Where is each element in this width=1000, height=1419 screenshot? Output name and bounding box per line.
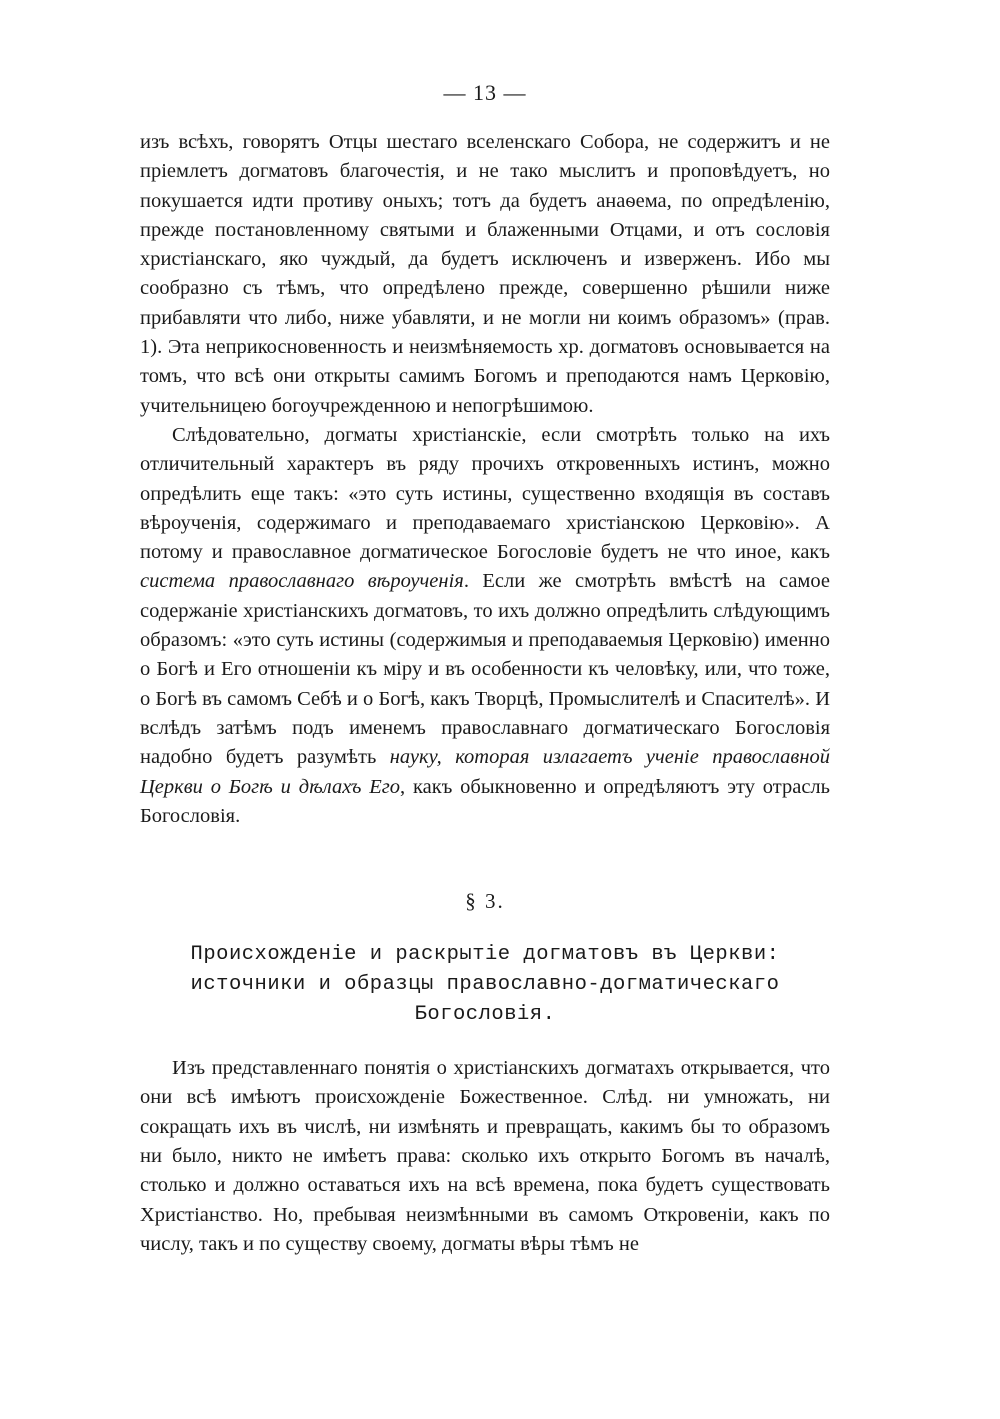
- paragraph-text: , какъ обыкновенно и опредѣляютъ эту отрасль Богословія.: [140, 775, 830, 827]
- book-page: [140, 80, 830, 1259]
- page-number: — 13 —: [443, 80, 527, 105]
- section-number: § 3.: [465, 889, 505, 914]
- paragraph-origin: Изъ представленнаго понятія о христіанскихъ догматахъ открывается, что они всѣ имѣютъ происхожденіе Божественное. Слѣд. ни умножать, ни сокращать ихъ въ числѣ, ни измѣнять и превращать, какимъ бы то образомъ ни было, никто не имѣетъ права: сколько ихъ открыто Богомъ въ началѣ, столько и должно оставаться ихъ на всѣ времена, пока будетъ существовать Христіанство. Но, пребывая неизмѣнными въ самомъ Откровеніи, какъ по числу, такъ и по существу своему, догматы вѣры тѣмъ не: [140, 1057, 830, 1255]
- paragraph-text: Слѣдовательно, догматы христіанскіе, если смотрѣть только на ихъ отличительный характеръ въ ряду прочихъ откровенныхъ истинъ, можно опредѣлить еще такъ: «это суть истины, существенно входящія въ составъ вѣроученія, содержимаго и преподаваемаго христіанскою Церковію». А потому и православное догматическое Богословіе будетъ не что иное, какъ: [140, 423, 830, 564]
- italic-term: система православнаго вѣроученія: [140, 570, 464, 593]
- paragraph-definition: [140, 421, 830, 831]
- italic-term: науку, которая излагаетъ ученіе православной Церкви о Богѣ и дѣлахъ Его: [140, 746, 830, 798]
- paragraph-text: . Если же смотрѣть вмѣстѣ на самое содержаніе христіанскихъ догматовъ, то ихъ должно опредѣлить слѣдующимъ образомъ: «это суть истины (содержимыя и преподаваемыя Церковію) именно о Богѣ и Его отношеніи къ міру и въ особенности къ человѣку, или, что тоже, о Богѣ въ самомъ Себѣ и о Богѣ, какъ Творцѣ, Промыслителѣ и Спасителѣ». И вслѣдъ затѣмъ подъ именемъ православнаго догматическаго Богословія надобно будетъ разумѣть: [140, 570, 830, 769]
- paragraph-continuation: изъ всѣхъ, говорятъ Отцы шестаго вселенскаго Собора, не содержитъ и не пріемлетъ догматовъ благочестія, и не тако мыслитъ и проповѣдуетъ, но покушается идти противу оныхъ; тотъ да будетъ анаѳема, по опредѣленію, прежде постановленному святыми и блаженными Отцами, и отъ сословія христіанскаго, яко чуждый, да будетъ исключенъ и изверженъ. Ибо мы сообразно съ тѣмъ, что опредѣлено прежде, совершенно рѣшили ниже прибавляти что либо, ниже убавляти, и не могли ни коимъ образомъ» (прав. 1). Эта неприкосновенность и неизмѣняемость хр. догматовъ основывается на томъ, что всѣ они открыты самимъ Богомъ и преподаются намъ Церковію, учительницею богоучрежденною и непогрѣшимою.: [140, 131, 830, 417]
- section-title: Происхожденіе и раскрытіе догматовъ въ Церкви: источники и образцы православно-догматическаго Богословія.: [190, 943, 780, 1027]
